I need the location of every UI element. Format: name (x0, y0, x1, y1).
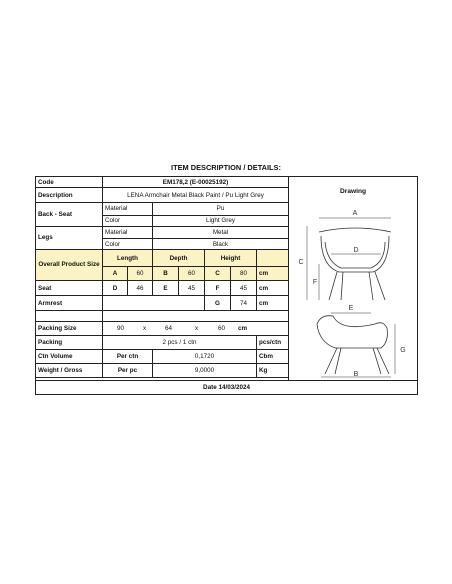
packing-width: 64 (165, 325, 173, 332)
description-value: LENA Armchair Metal Black Paint / Pu Light Grey (103, 188, 289, 203)
code-label: Code (36, 177, 103, 188)
drawing-letter-a: A (352, 210, 358, 217)
packing-value: 2 pcs / 1 ctn (103, 336, 257, 350)
back-seat-color-label: Color (103, 215, 153, 226)
chair-drawing (291, 202, 415, 380)
drawing-letter-d: D (353, 247, 359, 254)
drawing-panel (289, 177, 418, 381)
height-header: Height (205, 250, 257, 267)
drawing-letter-g: G (400, 347, 406, 354)
back-seat-material-label: Material (103, 203, 153, 216)
dim-e-letter: E (153, 281, 179, 296)
description-label: Description (36, 188, 103, 203)
drawing-label: Drawing (340, 188, 367, 195)
dim-row1-unit: cm (257, 267, 289, 281)
date-value: Date 14/03/2024 (36, 381, 418, 395)
packing-x2: x (195, 325, 199, 332)
spec-table (35, 176, 418, 395)
packing-x1: x (143, 325, 147, 332)
dim-b-letter: B (153, 267, 179, 281)
seat-label: Seat (36, 281, 103, 296)
armrest-label: Armrest (36, 296, 103, 311)
back-seat-material: Pu (153, 203, 289, 216)
weight-sub: Per pc (103, 364, 153, 378)
weight-unit: Kg (257, 364, 289, 378)
ctn-volume-unit: Cbm (257, 350, 289, 364)
legs-material: Metal (153, 226, 289, 239)
code-value: EM178,2 (E-00025192) (103, 177, 289, 188)
legs-color-label: Color (103, 239, 153, 250)
row-date (36, 381, 418, 395)
page-title: ITEM DESCRIPTION / DETAILS: (171, 163, 281, 172)
overall-size-label: Overall Product Size (36, 250, 103, 281)
packing-height: 60 (218, 325, 226, 332)
drawing-letter-c: C (298, 259, 304, 266)
packing-unit: pcs/ctn (257, 336, 289, 350)
drawing-letter-e: E (348, 305, 354, 312)
armrest-unit: cm (257, 296, 289, 311)
ctn-volume-sub: Per ctn (103, 350, 153, 364)
depth-header: Depth (153, 250, 205, 267)
dim-c-value: 80 (231, 267, 257, 281)
legs-label: Legs (36, 226, 103, 250)
packing-cm: cm (238, 325, 248, 332)
packing-size-label: Packing Size (36, 322, 103, 336)
dim-a-value: 60 (128, 267, 153, 281)
weight-value: 9,0000 (153, 364, 257, 378)
weight-label: Weight / Gross (36, 364, 103, 378)
drawing-letter-f: F (312, 279, 318, 286)
length-header: Length (103, 250, 153, 267)
legs-color: Black (153, 239, 289, 250)
ctn-volume-value: 0,1720 (153, 350, 257, 364)
dim-d-letter: D (103, 281, 128, 296)
packing-length: 90 (117, 325, 125, 332)
back-seat-color: Light Grey (153, 215, 289, 226)
side-back (317, 316, 375, 327)
legs-material-label: Material (103, 226, 153, 239)
front-backrest-line (319, 228, 391, 232)
dim-f-letter: F (205, 281, 231, 296)
dim-g-value: 74 (231, 296, 257, 311)
dim-c-letter: C (205, 267, 231, 281)
dim-e-value: 45 (179, 281, 205, 296)
back-seat-label: Back - Seat (36, 203, 103, 227)
dim-a-letter: A (103, 267, 128, 281)
dim-b-value: 60 (179, 267, 205, 281)
dim-d-value: 46 (128, 281, 153, 296)
ctn-volume-label: Ctn Volume (36, 350, 103, 364)
dim-f-value: 45 (231, 281, 257, 296)
packing-label: Packing (36, 336, 103, 350)
seat-unit: cm (257, 281, 289, 296)
front-seat-inner (325, 242, 385, 268)
dim-g-letter: G (205, 296, 231, 311)
row-code (36, 177, 418, 188)
drawing-letter-b: B (353, 371, 359, 378)
